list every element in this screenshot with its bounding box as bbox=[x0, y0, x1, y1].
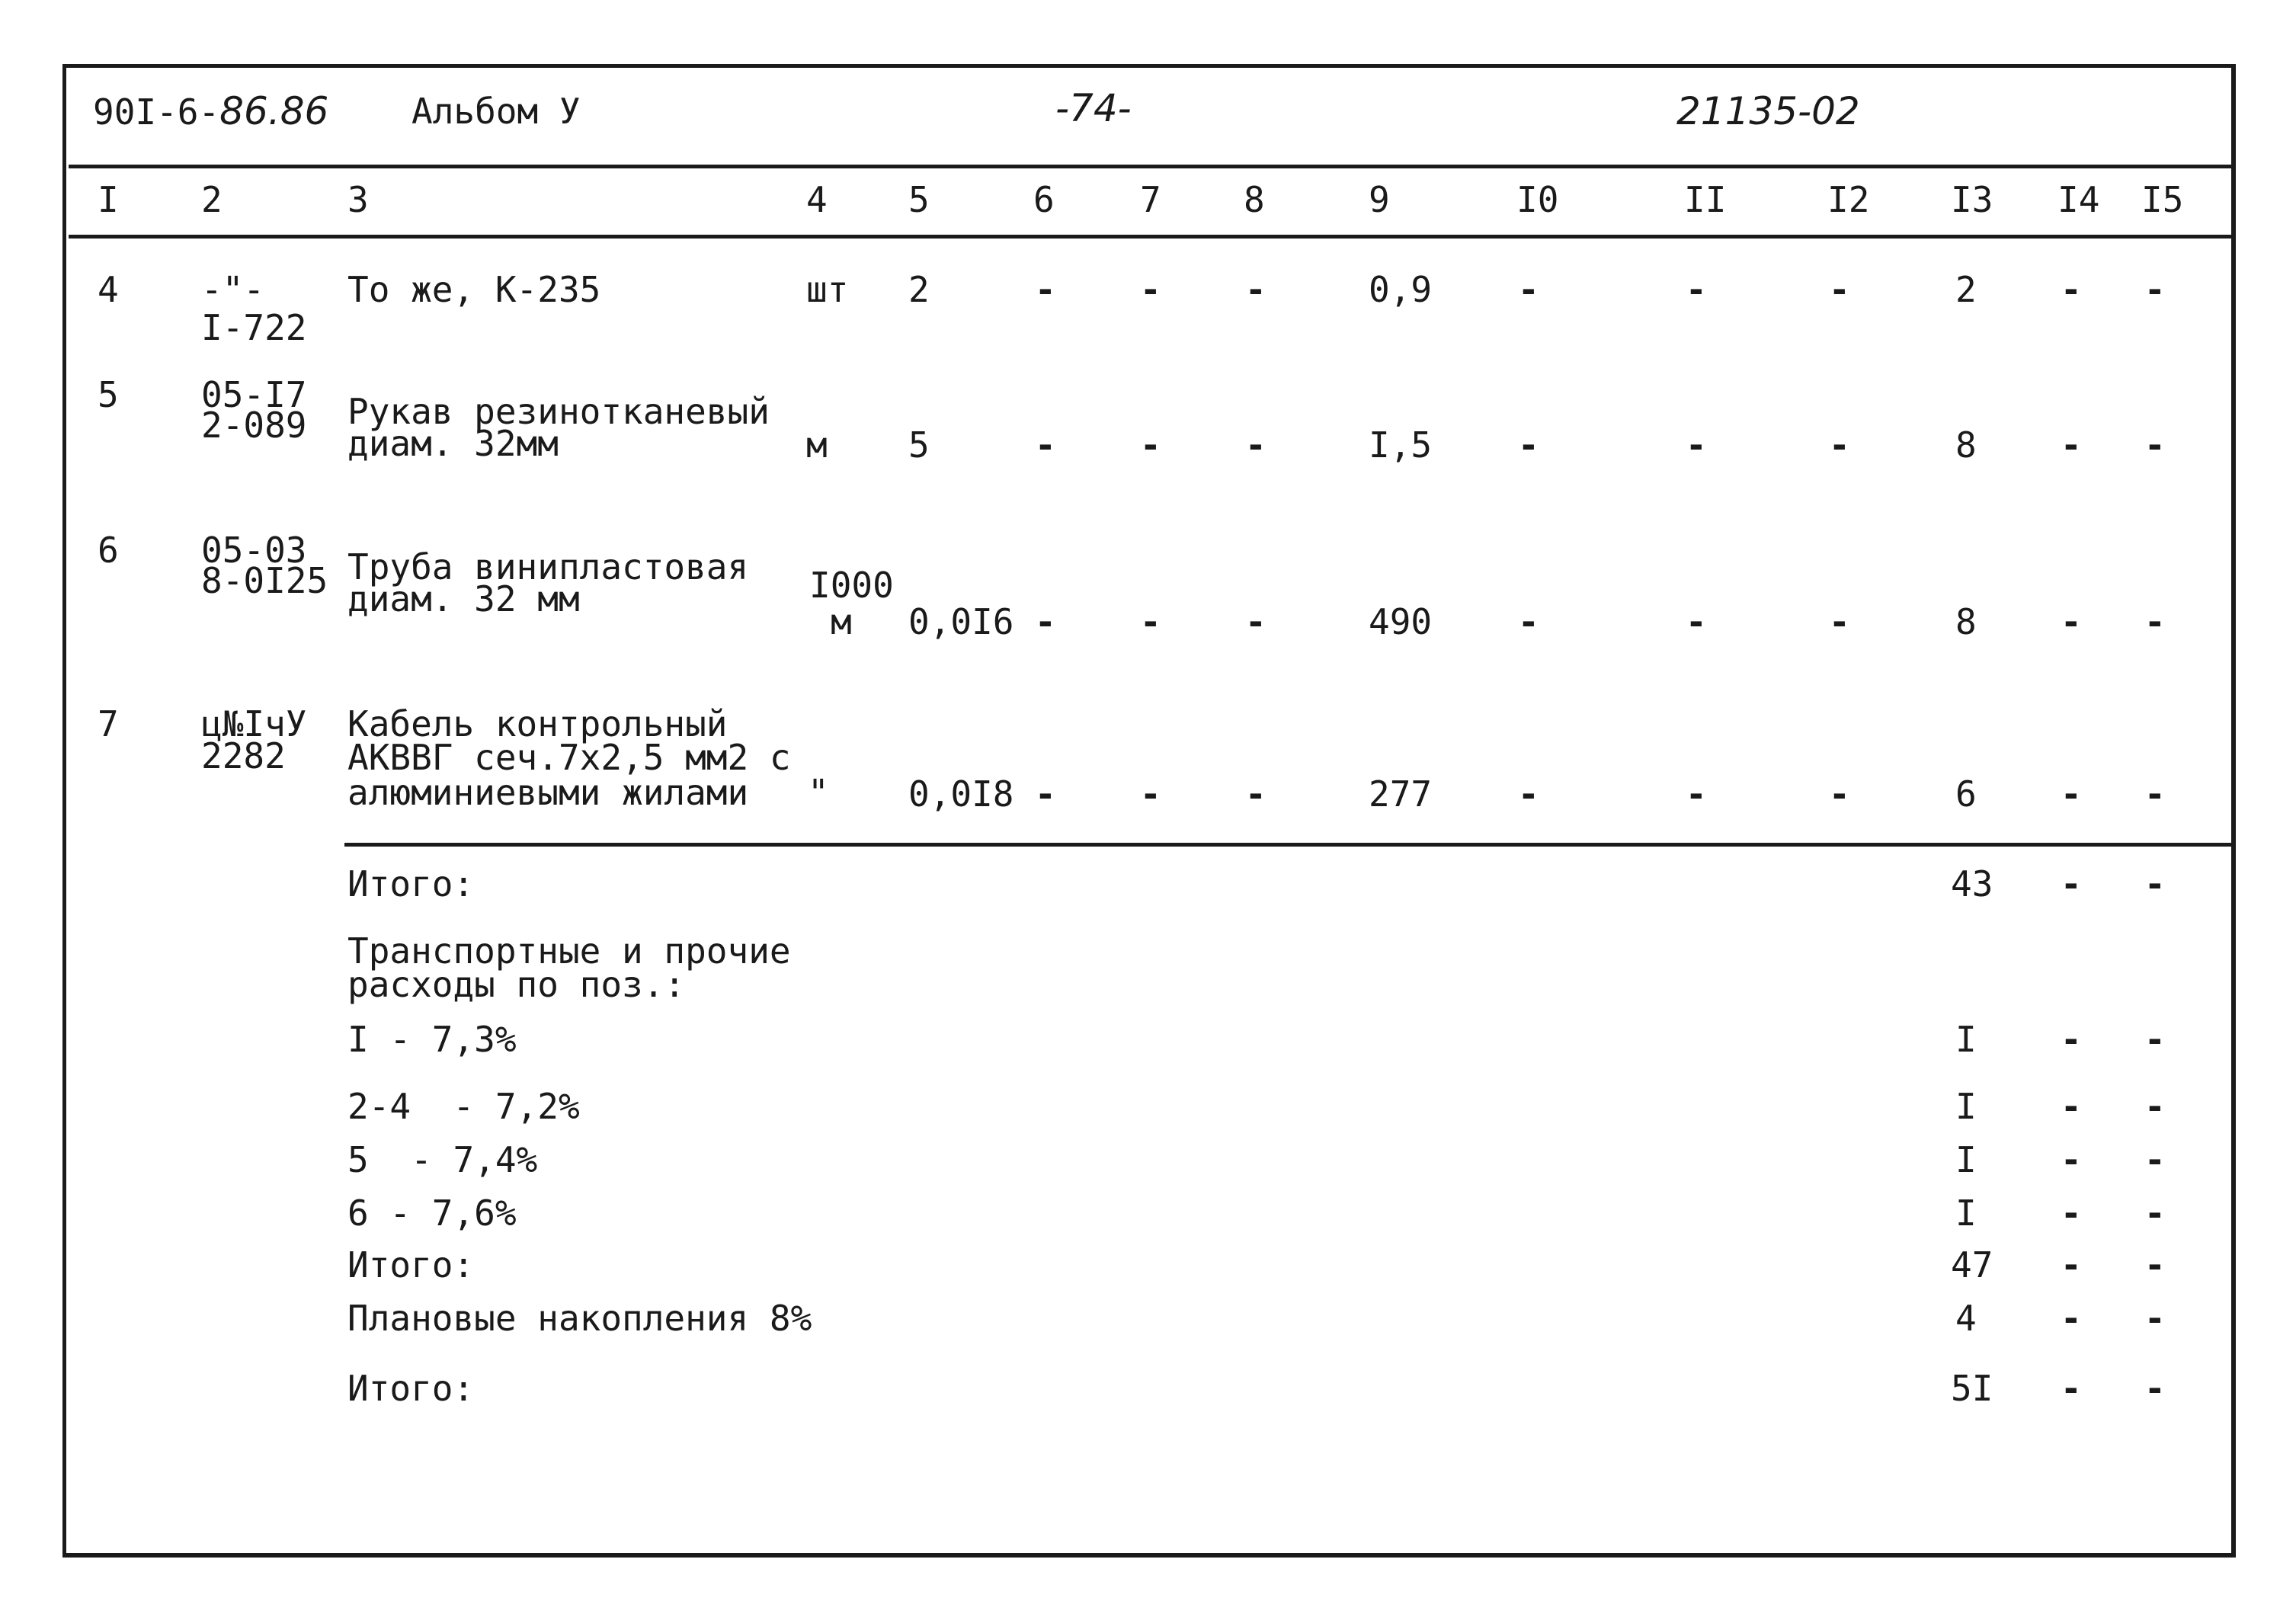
album-label: Альбом У bbox=[411, 91, 581, 132]
summary-label: 2-4 - 7,2% bbox=[347, 1086, 580, 1127]
col-header-12: I2 bbox=[1827, 179, 1870, 220]
col-header-4: 4 bbox=[806, 179, 828, 220]
summary-c13: I bbox=[1955, 1139, 1977, 1180]
header-rule-bottom bbox=[69, 235, 2231, 239]
row-name-line: диам. 32 мм bbox=[347, 578, 580, 620]
row-code-line: ц№IчУ bbox=[201, 703, 307, 744]
row-c12: - bbox=[1829, 601, 1850, 642]
row-number: 6 bbox=[98, 530, 119, 571]
row-unit-line: шт bbox=[806, 269, 849, 310]
summary-c15: - bbox=[2144, 1244, 2166, 1285]
col-header-8: 8 bbox=[1244, 179, 1265, 220]
row-c15: - bbox=[2144, 269, 2166, 310]
row-c8: - bbox=[1245, 269, 1266, 310]
row-c14: - bbox=[2061, 424, 2082, 466]
row-c14: - bbox=[2061, 773, 2082, 815]
header-rule-top bbox=[69, 165, 2231, 168]
row-c10: - bbox=[1518, 773, 1539, 815]
summary-label: Итого: bbox=[347, 863, 475, 904]
row-c8: - bbox=[1245, 601, 1266, 642]
summary-c14: - bbox=[2061, 863, 2082, 904]
summary-c14: - bbox=[2061, 1368, 2082, 1409]
row-name-line: диам. 32мм bbox=[347, 423, 559, 464]
col-header-7: 7 bbox=[1140, 179, 1161, 220]
row-c7: - bbox=[1140, 773, 1161, 815]
summary-label: 5 - 7,4% bbox=[347, 1139, 538, 1180]
row-name-line: алюминиевыми жилами bbox=[347, 772, 749, 813]
summary-label: 6 - 7,6% bbox=[347, 1193, 517, 1234]
row-qty: 2 bbox=[908, 269, 930, 310]
doc-number: 21135-02 bbox=[1676, 89, 1860, 133]
row-c9: 277 bbox=[1369, 773, 1433, 815]
row-unit-line: " bbox=[808, 772, 829, 813]
summary-c13: 47 bbox=[1951, 1244, 1993, 1285]
row-c13: 8 bbox=[1955, 601, 1977, 642]
row-qty: 0,0I8 bbox=[908, 773, 1014, 815]
doc-code-handwritten: 86.86 bbox=[219, 89, 329, 133]
row-qty: 5 bbox=[908, 424, 930, 466]
col-header-2: 2 bbox=[201, 179, 223, 220]
row-c9: 490 bbox=[1369, 601, 1433, 642]
row-c8: - bbox=[1245, 773, 1266, 815]
row-c13: 6 bbox=[1955, 773, 1977, 815]
row-code-line: 05-03 bbox=[201, 530, 307, 571]
summary-c15: - bbox=[2144, 1019, 2166, 1060]
summary-c14: - bbox=[2061, 1244, 2082, 1285]
row-number: 5 bbox=[98, 374, 119, 415]
summary-c15: - bbox=[2144, 1298, 2166, 1339]
row-number: 7 bbox=[98, 703, 119, 744]
row-c11: - bbox=[1686, 773, 1707, 815]
row-code-line: 2-089 bbox=[201, 405, 307, 446]
col-header-13: I3 bbox=[1951, 179, 1993, 220]
row-code-line: -"- bbox=[201, 269, 265, 310]
row-c13: 8 bbox=[1955, 424, 1977, 466]
row-c10: - bbox=[1518, 424, 1539, 466]
row-unit-line: I000 bbox=[809, 565, 894, 606]
col-header-3: 3 bbox=[347, 179, 369, 220]
summary-label: Итого: bbox=[347, 1368, 475, 1409]
summary-label: Плановые накопления 8% bbox=[347, 1298, 812, 1339]
row-c7: - bbox=[1140, 424, 1161, 466]
row-c14: - bbox=[2061, 269, 2082, 310]
row-c9: I,5 bbox=[1369, 424, 1433, 466]
row-c12: - bbox=[1829, 269, 1850, 310]
row-c11: - bbox=[1686, 424, 1707, 466]
row-name-line: АКВВГ сеч.7х2,5 мм2 с bbox=[347, 737, 791, 778]
col-header-1: I bbox=[98, 179, 119, 220]
row-c6: - bbox=[1035, 424, 1056, 466]
row-name-line: Кабель контрольный bbox=[347, 703, 728, 744]
summary-c15: - bbox=[2144, 1193, 2166, 1234]
row-code-line: 05-I7 bbox=[201, 374, 307, 415]
row-c10: - bbox=[1518, 601, 1539, 642]
row-unit-line: м bbox=[831, 601, 852, 642]
row-c6: - bbox=[1035, 269, 1056, 310]
page-number: -74- bbox=[1055, 86, 1132, 130]
row-unit-line: м bbox=[806, 424, 828, 466]
row-c6: - bbox=[1035, 773, 1056, 815]
row-c15: - bbox=[2144, 601, 2166, 642]
row-c14: - bbox=[2061, 601, 2082, 642]
summary-c13: 43 bbox=[1951, 863, 1993, 904]
col-header-10: I0 bbox=[1516, 179, 1559, 220]
totals-rule bbox=[344, 843, 2231, 847]
summary-c15: - bbox=[2144, 1139, 2166, 1180]
summary-c13: 4 bbox=[1955, 1298, 1977, 1339]
row-c11: - bbox=[1686, 601, 1707, 642]
summary-c15: - bbox=[2144, 863, 2166, 904]
row-c6: - bbox=[1035, 601, 1056, 642]
col-header-15: I5 bbox=[2141, 179, 2184, 220]
summary-c13: I bbox=[1955, 1193, 1977, 1234]
summary-c14: - bbox=[2061, 1193, 2082, 1234]
row-c8: - bbox=[1245, 424, 1266, 466]
row-code-line: 8-0I25 bbox=[201, 560, 328, 601]
row-c7: - bbox=[1140, 269, 1161, 310]
summary-c15: - bbox=[2144, 1368, 2166, 1409]
row-c13: 2 bbox=[1955, 269, 1977, 310]
col-header-6: 6 bbox=[1033, 179, 1055, 220]
row-qty: 0,0I6 bbox=[908, 601, 1014, 642]
summary-c14: - bbox=[2061, 1139, 2082, 1180]
summary-c14: - bbox=[2061, 1019, 2082, 1060]
summary-c15: - bbox=[2144, 1086, 2166, 1127]
summary-label: Итого: bbox=[347, 1244, 475, 1285]
row-c15: - bbox=[2144, 773, 2166, 815]
row-c11: - bbox=[1686, 269, 1707, 310]
row-c12: - bbox=[1829, 424, 1850, 466]
summary-c13: I bbox=[1955, 1019, 1977, 1060]
row-number: 4 bbox=[98, 269, 119, 310]
row-code-line: 2282 bbox=[201, 735, 286, 776]
col-header-9: 9 bbox=[1369, 179, 1390, 220]
summary-c13: 5I bbox=[1951, 1368, 1993, 1409]
row-c15: - bbox=[2144, 424, 2166, 466]
transport-label-line: Транспортные и прочие bbox=[347, 930, 791, 972]
summary-c14: - bbox=[2061, 1298, 2082, 1339]
col-header-14: I4 bbox=[2057, 179, 2100, 220]
summary-c13: I bbox=[1955, 1086, 1977, 1127]
summary-c14: - bbox=[2061, 1086, 2082, 1127]
row-name-line: Рукав резинотканевый bbox=[347, 391, 770, 432]
row-c7: - bbox=[1140, 601, 1161, 642]
row-c9: 0,9 bbox=[1369, 269, 1433, 310]
transport-label-line: расходы по поз.: bbox=[347, 964, 686, 1005]
row-c12: - bbox=[1829, 773, 1850, 815]
col-header-5: 5 bbox=[908, 179, 930, 220]
col-header-11: II bbox=[1684, 179, 1727, 220]
doc-code: 90I-6-86.86 bbox=[93, 89, 329, 133]
row-name-line: Труба винипластовая bbox=[347, 546, 749, 587]
row-c10: - bbox=[1518, 269, 1539, 310]
row-code-line: I-722 bbox=[201, 307, 307, 348]
row-name-line: То же, К-235 bbox=[347, 269, 601, 310]
summary-label: I - 7,3% bbox=[347, 1019, 517, 1060]
